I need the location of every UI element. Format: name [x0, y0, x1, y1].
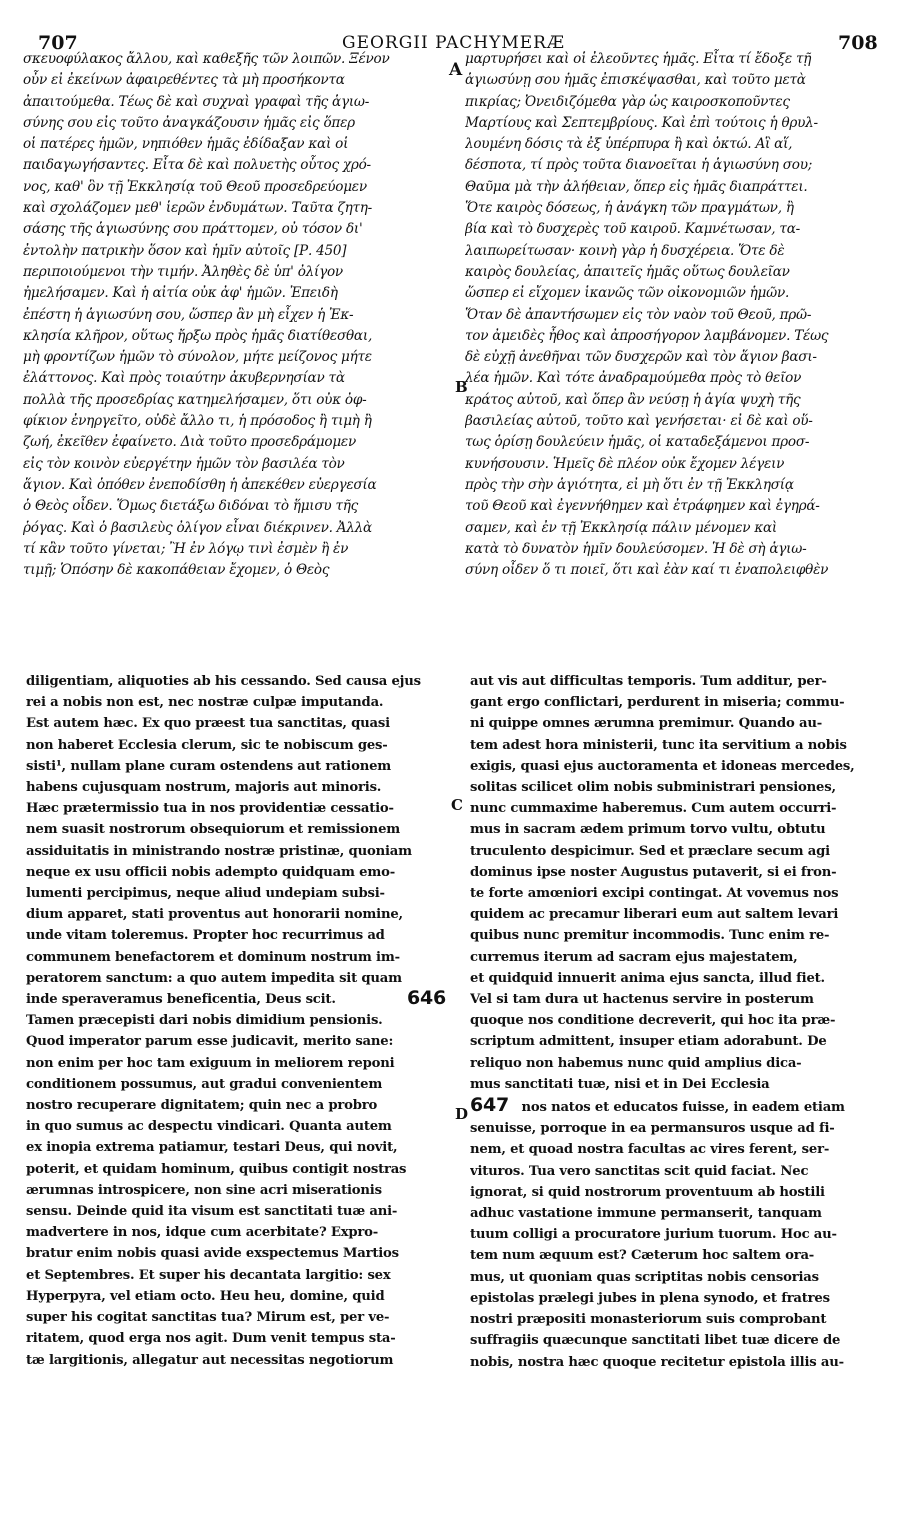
text-line: πικρίας; Ὀνειδιζόμεθα γὰρ ὡς καιροσκοποῦντες [465, 93, 790, 110]
running-head: GEORGII PACHYMERÆ [342, 33, 565, 53]
latin-right-part-a [470, 671, 900, 1095]
text-line: rei a nobis non est, nec nostræ culpæ imputanda. [26, 695, 384, 711]
text-line: κράτος αὐτοῦ, καὶ ὅπερ ἂν νεύσῃ ἡ ἁγία ψυχὴ τῆς [465, 391, 801, 408]
text-line: μαρτυρήσει καὶ οἱ ἐλεοῦντες ἡμᾶς. Εἶτα τί ἔδοξε τῇ [465, 51, 812, 67]
text-line: Tamen præcepisti dari nobis dimidium pensionis. [26, 1013, 383, 1029]
text-line: tem adest hora ministerii, tunc ita servitium a nobis [470, 737, 847, 753]
latin-left-part-b [26, 1010, 456, 1370]
text-line: Est autem hæc. Ex quo præest tua sanctitas, quasi [26, 716, 390, 732]
text-line: τί κἂν τοῦτο γίνεται; Ἢ ἐν λόγῳ τινὶ ἐσμὲν ἢ ἐν [23, 540, 349, 557]
text-line: nem, et quoad nostra facultas ac vires ferent, ser- [470, 1142, 830, 1158]
text-line: τοῦ Θεοῦ καὶ ἐγεννήθημεν καὶ ἐτράφημεν καὶ ἐγηρά- [465, 498, 820, 515]
text-line: Quod imperator parum esse judicavit, merito sane: [26, 1034, 394, 1050]
text-line: Vel si tam dura ut hactenus servire in posterum [470, 992, 814, 1008]
text-line: quoque nos conditione decreverit, qui hoc ita præ- [470, 1013, 836, 1029]
text-line: non enim per hoc tam exiguum in meliorem reponi [26, 1055, 395, 1071]
latin-line-text: inde speraveramus beneficentia, Deus scit. [26, 992, 336, 1008]
text-line: communem benefactorem et dominum nostrum im- [26, 949, 400, 965]
text-line: καὶ σχολάζομεν μεθ' ἱερῶν ἐνδυμάτων. Ταῦτα ζητη- [23, 200, 372, 217]
text-line: truculento despicimur. Sed et præclare secum agi [470, 843, 830, 859]
text-line: δέσποτα, τί πρὸς τοῦτα διανοεῖται ἡ ἁγιωσύνη σου; [465, 157, 813, 174]
text-line: mus, ut quoniam quas scriptitas nobis censorias [470, 1269, 819, 1285]
margin-letter-d: D [455, 1105, 469, 1123]
margin-letter-c: C [451, 796, 463, 814]
text-line: σαμεν, καὶ ἐν τῇ Ἐκκλησίᾳ πάλιν μένομεν καὶ [465, 519, 778, 536]
text-line: Μαρτίους καὶ Σεπτεμβρίους. Καὶ ἐπὶ τούτοις ἡ θρυλ- [465, 114, 818, 131]
greek-text-right-column [465, 49, 897, 581]
text-line: καιρὸς δουλείας, ἀπαιτεῖς ἡμᾶς οὕτως δουλεῖαν [465, 263, 790, 280]
text-line: reliquo non habemus nunc quid amplius dicа- [470, 1055, 802, 1071]
text-line: scriptum admittent, insuper etiam adorabunt. De [470, 1034, 827, 1050]
text-line: εἰς τὸν κοινὸν εὐεργέτην ἡμῶν τὸν βασιλέα τὸν [23, 455, 345, 472]
text-line: ἀπαιτούμεθα. Τέως δὲ καὶ συχναὶ γραφαὶ τῆς ἁγιω- [23, 93, 370, 110]
text-line: οἱ πατέρες ἡμῶν, νηπιόθεν ἡμᾶς ἐδίδαξαν καὶ οἱ [23, 136, 349, 153]
text-line: sisti¹, nullam plane curam ostendens aut rationem [26, 758, 392, 774]
text-line: nunc cummaxime haberemus. Cum autem occurri- [470, 801, 837, 817]
text-line: peratorem sanctum: a quo autem impedita sit quam [26, 970, 402, 986]
latin-left-part-a [26, 671, 456, 989]
latin-text-right-column [470, 671, 900, 1373]
latin-right-part-b [470, 1118, 900, 1372]
text-line: τον ἀμειδὲς ἦθος καὶ ἀπροσήγορον λαμβάνομεν. Τέως [465, 327, 829, 344]
text-line: φίκιον ἐνηργεῖτο, οὐδὲ ἄλλο τι, ἡ πρόσοδος ἢ τιμὴ ἢ [23, 413, 372, 430]
text-line: aut vis aut difficultas temporis. Tum additur, per- [470, 674, 827, 689]
text-line: et quidquid innuerit anima ejus sancta, illud fiet. [470, 970, 825, 986]
column-number-646: 646 [406, 989, 446, 1010]
text-line: et Septembres. Et super his decantata largitio: sex [26, 1267, 391, 1283]
text-line: σκευοφύλακος ἄλλου, καὶ καθεξῆς τῶν λοιπῶν. Ξένον [23, 51, 390, 67]
text-line: mus in sacram ædem primum torvo vultu, obtutu [470, 822, 826, 838]
text-line: madvertere in nos, idque cum acerbitate? Expro- [26, 1225, 379, 1241]
text-line: πρὸς τὴν σὴν ἁγιότητα, εἰ μὴ ὅτι ἐν τῇ Ἐκκλησίᾳ [465, 476, 794, 493]
text-line: ex inopia extrema patiamur, testari Deus, qui novit, [26, 1140, 398, 1156]
text-line: vituros. Tua vero sanctitas scit quid faciat. Nec [470, 1163, 809, 1179]
text-line: κυνήσουσιν. Ἡμεῖς δὲ πλέον οὐκ ἔχομεν λέγειν [465, 455, 785, 472]
text-line: σύνης σου εἰς τοῦτο ἀναγκάζουσιν ἡμᾶς εἰς ὅπερ [23, 114, 355, 131]
text-line: δὲ εὐχῇ ἀνεθῆναι τῶν δυσχερῶν καὶ τὸν ἅγιον βασι- [465, 349, 817, 366]
greek-text-left-column [23, 49, 457, 581]
text-line: nostro recuperare dignitatem; quin nec a probro [26, 1098, 378, 1114]
text-line: poterit, et quidam hominum, quibus contigit nostras [26, 1161, 407, 1177]
text-line: assiduitatis in ministrando nostræ pristinæ, quoniam [26, 843, 412, 859]
text-line: σάσης τῆς ἁγιωσύνης σου πράττομεν, οὐ τόσον δι' [23, 221, 363, 238]
text-line: quidem ac precamur liberari eum aut saltem levari [470, 907, 839, 923]
text-line: nem suasit nostrorum obsequiorum et remissionem [26, 822, 401, 838]
text-line: tem num æquum est? Cæterum hoc saltem ora- [470, 1248, 815, 1264]
text-line: τως ὁρίσῃ δουλεύειν ἡμᾶς, οἱ καταδεξάμενοι προσ- [465, 434, 810, 451]
latin-line-text-647: nos natos et educatos fuisse, in eadem etiam [521, 1100, 845, 1116]
text-line: Hyperpyra, vel etiam octo. Heu heu, domine, quid [26, 1288, 385, 1304]
text-line: ἐπέστη ἡ ἁγιωσύνη σου, ὥσπερ ἂν μὴ εἶχεν ἡ Ἐκ- [23, 306, 354, 323]
text-line: ritatem, quod erga nos agit. Dum venit tempus sta- [26, 1331, 396, 1347]
text-line: βία καὶ τὸ δυσχερὲς τοῦ καιροῦ. Καμνέτωσαν, τα- [465, 221, 800, 238]
text-line: νος, καθ' ὃν τῇ Ἐκκλησίᾳ τοῦ Θεοῦ προσεδρεύομεν [23, 178, 367, 195]
text-line: in quo sumus ac despectu vindicari. Quanta autem [26, 1119, 392, 1135]
text-line: ζωή, ἐκεῖθεν ἐφαίνετο. Διὰ τοῦτο προσεδράμομεν [23, 434, 356, 451]
text-line: sensu. Deinde quid ita visum est sanctitati tuæ ani- [26, 1204, 398, 1220]
text-line: ni quippe omnes ærumna premimur. Quando au- [470, 716, 823, 732]
text-line: bratur enim nobis quasi avide exspectemus Martios [26, 1246, 399, 1262]
text-line: Ὅταν δὲ ἀπαντήσωμεν εἰς τὸν ναὸν τοῦ Θεοῦ, πρῶ- [465, 306, 812, 323]
text-line: dominus ipse noster Augustus putaverit, si ei fron- [470, 864, 837, 880]
text-line: solitas scilicet olim nobis subministrari pensiones, [470, 780, 836, 796]
text-line: τιμῇ; Ὁπόσην δὲ κακοπάθειαν ἔχομεν, ὁ Θεὸς [23, 562, 330, 579]
text-line: quibus nunc premitur incommodis. Tunc enim re- [470, 928, 830, 944]
text-line: ἠμελήσαμεν. Καὶ ἡ αἰτία οὐκ ἀφ' ἡμῶν. Ἐπειδὴ [23, 285, 338, 302]
latin-line-with-column-number [26, 989, 456, 1010]
page-number-right: 708 [838, 32, 878, 54]
text-line: ῥόγας. Καὶ ὁ βασιλεὺς ὀλίγον εἶναι διέκρινεν. Ἀλλὰ [23, 519, 372, 536]
text-line: ἐλάττονος. Καὶ πρὸς τοιαύτην ἀκυβερνησίαν τὰ [23, 370, 345, 387]
text-line: nostri præpositi monasteriorum suis comprobant [470, 1312, 827, 1328]
text-line: super his cogitat sanctitas tua? Mirum est, per ve- [26, 1310, 390, 1326]
text-line: diligentiam, aliquoties ab his cessando. Sed causa ejus [26, 674, 421, 689]
latin-text-left-column [26, 671, 456, 1371]
text-line: suffragiis quæcunque sanctitati libet tuæ dicere de [470, 1333, 841, 1349]
text-line: περιποιούμενοι τὴν τιμήν. Ἀληθὲς δὲ ὑπ' ὀλίγον [23, 263, 343, 280]
text-line: παιδαγωγήσαντες. Εἶτα δὲ καὶ πολυετὴς οὗτος χρό- [23, 157, 371, 174]
text-line: λέα ἡμῶν. Καὶ τότε ἀναδραμούμεθα πρὸς τὸ θεῖον [465, 370, 802, 387]
text-line: ἁγιωσύνῃ σου ἡμᾶς ἐπισκέψασθαι, καὶ τοῦτο μετὰ [465, 72, 806, 89]
column-number-647: 647 [470, 1095, 510, 1117]
text-line: Θαῦμα μὰ τὴν ἀλήθειαν, ὅπερ εἰς ἡμᾶς διαπράττει. [465, 178, 808, 195]
text-line: μὴ φροντίζων ἡμῶν τὸ σύνολον, μήτε μείζονος μήτε [23, 349, 372, 366]
text-line: ignorat, si quid nostrorum proventuum ab hostili [470, 1184, 825, 1200]
text-line: βασιλείας αὐτοῦ, τοῦτο καὶ γενήσεται· εἰ δὲ καὶ οὕ- [465, 413, 813, 430]
text-line: Hæc prætermissio tua in nos providentiæ cessatio- [26, 801, 394, 817]
margin-letter-a: A [449, 60, 463, 80]
text-line: nobis, nostra hæc quoque recitetur epistola illis au- [470, 1354, 844, 1370]
text-line: κατὰ τὸ δυνατὸν ἡμῖν δουλεύσομεν. Ἡ δὲ σὴ ἁγιω- [465, 540, 807, 557]
text-line: te forte amœniori excipi contingat. At vovemus nos [470, 886, 839, 902]
text-line: ἐντολὴν πατρικὴν ὅσον καὶ ἡμῖν αὐτοῖς [Ρ. 450] [23, 242, 347, 259]
page-number-left: 707 [38, 32, 78, 54]
page-header [0, 0, 911, 54]
text-line: lumenti percipimus, neque aliud undepiam subsi- [26, 886, 385, 902]
text-line: mus sanctitati tuæ, nisi et in Dei Ecclesia [470, 1076, 770, 1092]
text-line: neque ex usu officii nobis adempto quidquam emo- [26, 864, 395, 880]
text-line: curremus iterum ad sacram ejus majestatem, [470, 949, 798, 965]
text-line: ærumnas introspicere, non sine acri miserationis [26, 1182, 382, 1198]
text-line: conditionem possumus, aut gradui convenientem [26, 1076, 383, 1092]
text-line: Ὅτε καιρὸς δόσεως, ἡ ἀνάγκη τῶν πραγμάτων, ἢ [465, 200, 794, 217]
text-line: gant ergo conflictari, perdurent in miseria; commu- [470, 695, 845, 711]
latin-line-with-column-number-647 [470, 1095, 900, 1118]
text-line: οὖν εἰ ἐκείνων ἀφαιρεθέντες τὰ μὴ προσήκοντα [23, 72, 345, 89]
text-line: πολλὰ τῆς προσεδρίας κατημελήσαμεν, ὅτι οὐκ ὀφ- [23, 391, 367, 408]
text-line: epistolas prælegi jubes in plena synodo, et fratres [470, 1290, 830, 1306]
text-line: κλησία κλῆρον, οὕτως ἤρξω πρὸς ἡμᾶς διατίθεσθαι, [23, 327, 373, 344]
text-line: ὥσπερ εἰ εἴχομεν ἱκανῶς τῶν οἰκονομιῶν ἡμῶν. [465, 285, 790, 302]
text-line: ὁ Θεὸς οἶδεν. Ὅμως διετάξω διδόναι τὸ ἥμισυ τῆς [23, 498, 359, 515]
text-line: adhuc vastatione immune permanserit, tanquam [470, 1206, 822, 1222]
text-line: exigis, quasi ejus auctoramenta et idoneas mercedes, [470, 758, 855, 774]
text-line: λουμένη δόσις τὰ ἐξ ὑπέρπυρα ἢ καὶ ὀκτώ. Αἳ αἵ, [465, 136, 793, 153]
text-line: non haberet Ecclesia clerum, sic te nobiscum ges- [26, 737, 388, 753]
text-line: dium apparet, stati proventus aut honorarii nomine, [26, 907, 403, 923]
text-line: habens cujusquam nostrum, majoris aut minoris. [26, 780, 382, 796]
text-line: unde vitam toleremus. Propter hoc recurrimus ad [26, 928, 385, 944]
text-line: tuum colligi a procuratore jurium tuorum. Hoc au- [470, 1227, 837, 1243]
text-line: σύνη οἶδεν ὅ τι ποιεῖ, ὅτι καὶ ἐὰν καί τι ἐναπολειφθὲν [465, 562, 829, 579]
margin-letter-b: B [455, 378, 468, 396]
text-line: λαιπωρείτωσαν· κοινὴ γὰρ ἡ δυσχέρεια. Ὅτε δὲ [465, 242, 785, 259]
text-line: senuisse, porroque in ea permansuros usque ad fi- [470, 1121, 835, 1137]
text-line: ἅγιον. Καὶ ὁπόθεν ἐνεποδίσθη ἡ ἀπεκέθεν εὐεργεσία [23, 476, 377, 493]
text-line: tæ largitionis, allegatur aut necessitas negotiorum [26, 1352, 394, 1368]
